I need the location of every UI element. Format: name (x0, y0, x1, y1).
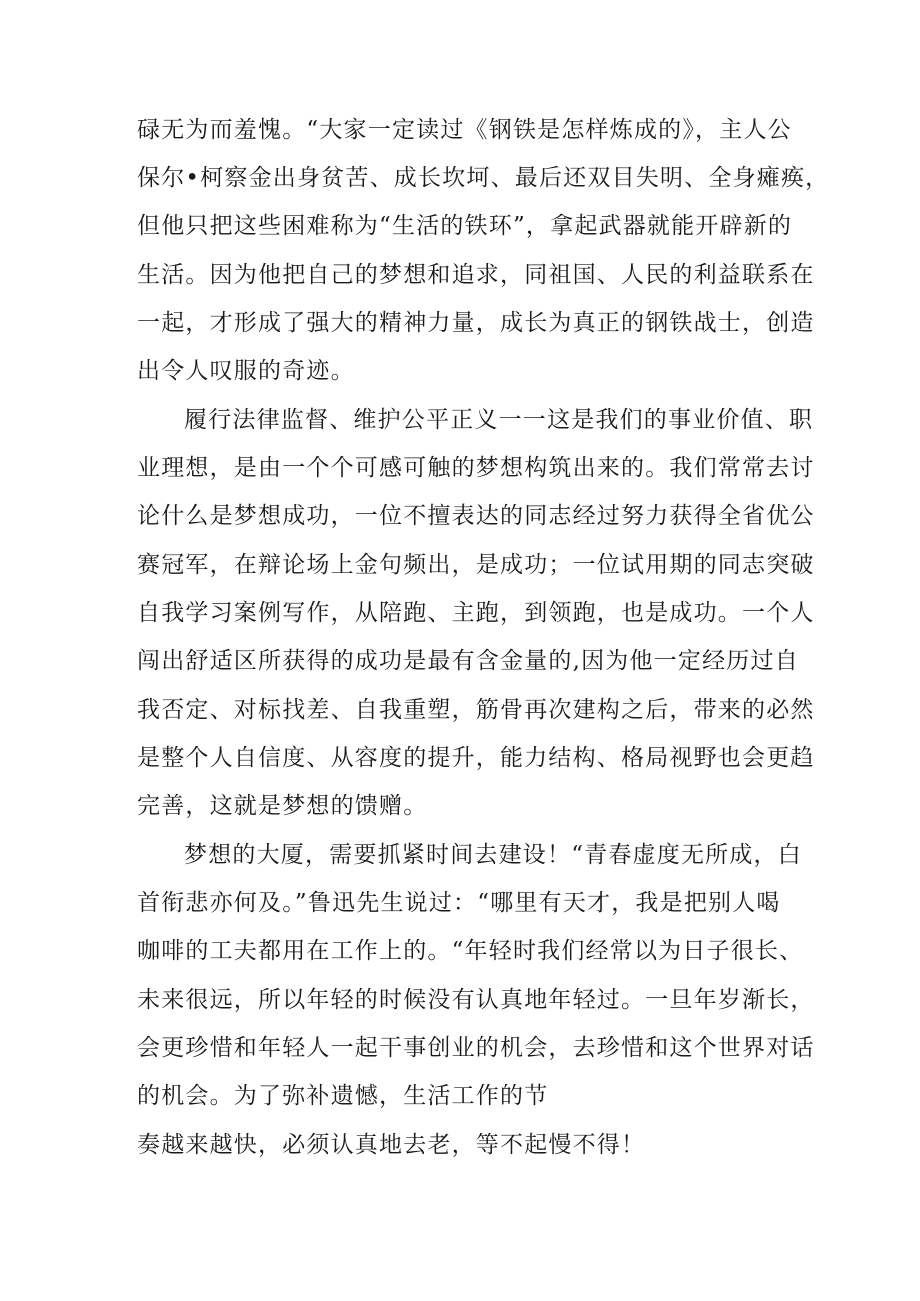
paragraph-first-line: 履行法律监督、维护公平正义一一这是我们的事业价值、职 (184, 407, 814, 433)
text-line: 出令人叹服的奇迹。 (137, 358, 355, 384)
text-line: 赛冠军，在辩论场上金句频出，是成功；一位试用期的同志突破 (137, 552, 815, 578)
text-line: 首衔悲亦何及。”鲁迅先生说过：“哪里有天才，我是把别人喝 (137, 890, 781, 916)
text-line: 自我学习案例写作，从陪跑、主跑，到领跑，也是成功。一个人 (137, 600, 815, 626)
text-line: 闯出舒适区所获得的成功是最有含金量的,因为他一定经历过自 (137, 648, 799, 674)
text-line: 我否定、对标找差、自我重塑，筋骨再次建构之后，带来的必然 (137, 697, 815, 723)
text-line: 咖啡的工夫都用在工作上的。“年轻时我们经常以为日子很长、 (137, 938, 804, 964)
text-line: 的机会。为了弥补遗憾，生活工作的节 (137, 1083, 549, 1109)
text-line: 完善，这就是梦想的馈赠。 (137, 793, 428, 819)
text-line: 是整个人自信度、从容度的提升，能力结构、格局视野也会更趋 (137, 745, 815, 771)
text-line: 会更珍惜和年轻人一起干事创业的机会，去珍惜和这个世界对话 (137, 1035, 815, 1061)
text-line: 生活。因为他把自己的梦想和追求，同祖国、人民的利益联系在 (137, 262, 815, 288)
text-line: 论什么是梦想成功，一位不擅表达的同志经过努力获得全省优公 (137, 503, 815, 529)
text-line: 碌无为而羞愧。“大家一定读过《钢铁是怎样炼成的》，主人公 (137, 117, 792, 143)
text-line: 一起，才形成了强大的精神力量，成长为真正的钢铁战士，创造 (137, 310, 815, 336)
text-line: 保尔•柯察金出身贫苦、成长坎坷、最后还双目失明、全身瘫痪， (137, 165, 830, 191)
text-line: 奏越来越快，必须认真地去老，等不起慢不得！ (137, 1132, 646, 1158)
text-line: 业理想，是由一个个可感可触的梦想构筑出来的。我们常常去讨 (137, 455, 815, 481)
paragraph-first-line: 梦想的大厦，需要抓紧时间去建设！“青春虚度无所成，白 (184, 842, 802, 868)
text-line: 未来很远，所以年轻的时候没有认真地年轻过。一旦年岁渐长， (137, 987, 815, 1013)
text-line: 但他只把这些困难称为“生活的铁环”，拿起武器就能开辟新的 (137, 213, 793, 239)
